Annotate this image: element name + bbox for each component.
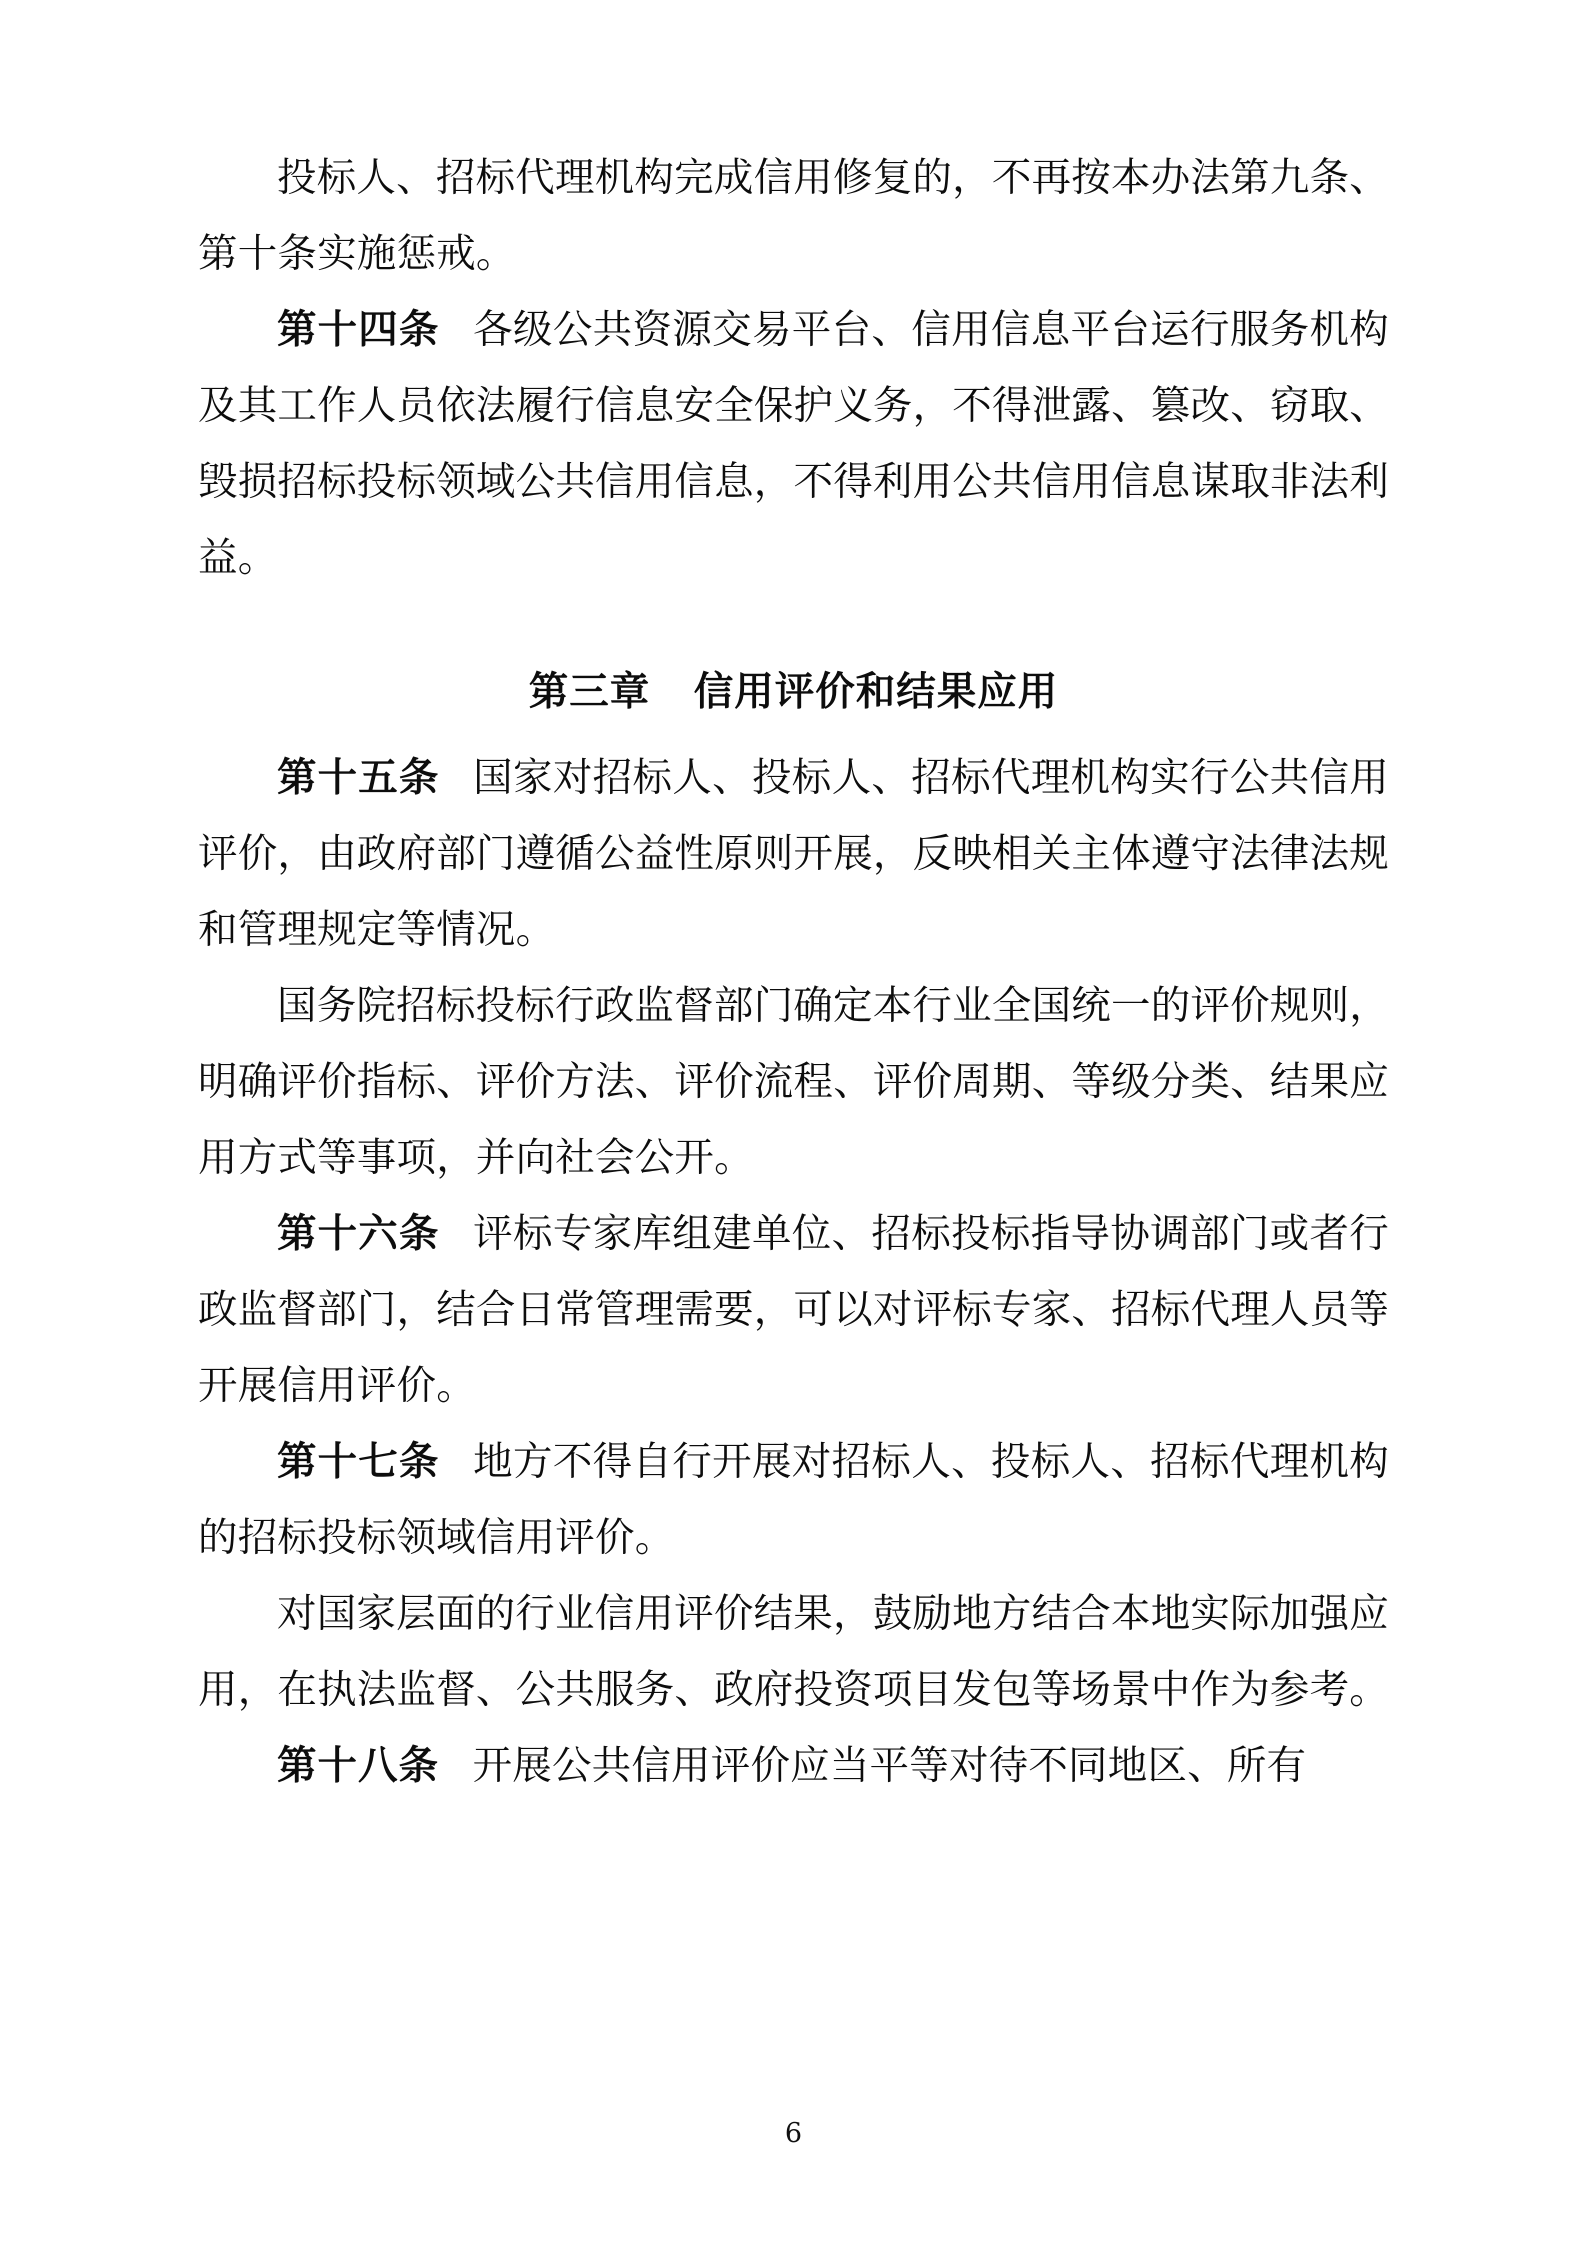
article-paragraph-15 — [198, 740, 1389, 968]
chapter-title: 信用评价和结果应用 — [693, 669, 1059, 715]
article-text-17: 地方不得自行开展对招标人、投标人、招标代理机构的招标投标领域信用评价。 — [198, 1439, 1389, 1561]
article-label-17: 第十七条 — [277, 1439, 440, 1485]
article-label-14: 第十四条 — [277, 307, 440, 353]
document-body — [198, 140, 1389, 1804]
article-paragraph-18 — [198, 1728, 1389, 1804]
paragraph-evaluation-rules: 国务院招标投标行政监督部门确定本行业全国统一的评价规则，明确评价指标、评价方法、评价流程、评价周期、等级分类、结果应用方式等事项，并向社会公开。 — [198, 983, 1389, 1181]
article-text-14: 各级公共资源交易平台、信用信息平台运行服务机构及其工作人员依法履行信息安全保护义务，不得泄露、篡改、窃取、毁损招标投标领域公共信用信息，不得利用公共信用信息谋取非法利益。 — [198, 307, 1389, 581]
chapter-heading — [198, 654, 1389, 730]
article-label-15: 第十五条 — [277, 755, 440, 801]
page-number: 6 — [784, 2118, 803, 2149]
article-paragraph-16 — [198, 1196, 1389, 1424]
article-paragraph-17 — [198, 1424, 1389, 1576]
article-text-16: 评标专家库组建单位、招标投标指导协调部门或者行政监督部门，结合日常管理需要，可以对评标专家、招标代理人员等开展信用评价。 — [198, 1211, 1389, 1409]
article-paragraph-14 — [198, 292, 1389, 596]
article-label-16: 第十六条 — [277, 1211, 440, 1257]
article-text-15: 国家对招标人、投标人、招标代理机构实行公共信用评价，由政府部门遵循公益性原则开展，反映相关主体遵守法律法规和管理规定等情况。 — [198, 755, 1389, 953]
article-text-18: 开展公共信用评价应当平等对待不同地区、所有 — [472, 1743, 1307, 1789]
paragraph-national-evaluation-use: 对国家层面的行业信用评价结果，鼓励地方结合本地实际加强应用，在执法监督、公共服务、政府投资项目发包等场景中作为参考。 — [198, 1591, 1389, 1713]
paragraph-continuation: 投标人、招标代理机构完成信用修复的，不再按本办法第九条、第十条实施惩戒。 — [198, 155, 1389, 277]
chapter-number: 第三章 — [528, 669, 651, 715]
article-label-18: 第十八条 — [277, 1743, 439, 1789]
